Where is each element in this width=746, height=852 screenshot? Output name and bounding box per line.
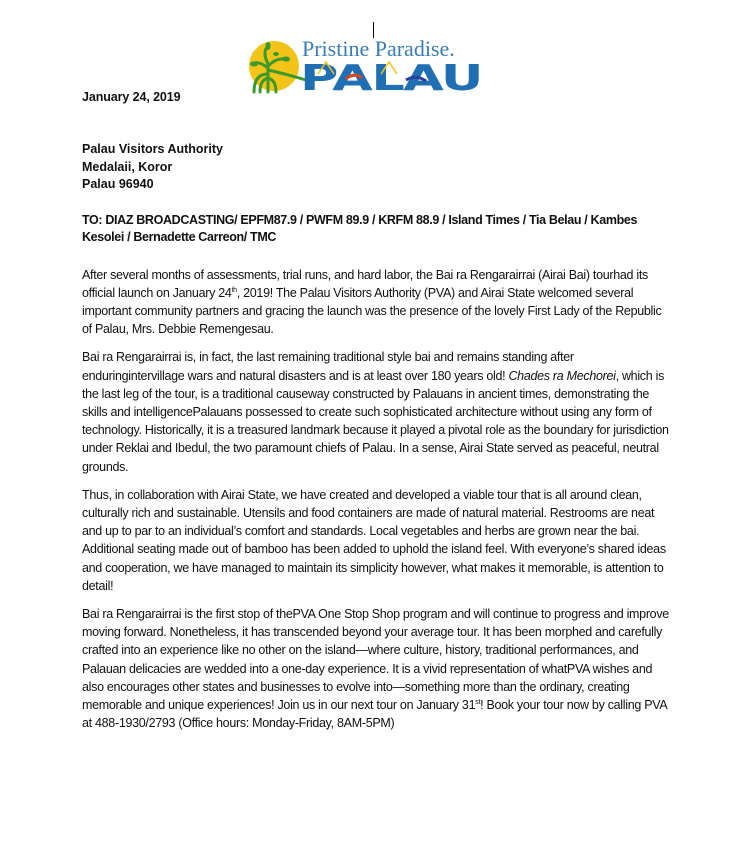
- paragraph-text: , 2019! The Palau Visitors Authority (PVA) and Airai State welcomed several important community partners and gracing the launch was the presence of the lovely First Lady of the Republic of Palau, Mrs. Debbie Remengesau.: [82, 285, 662, 337]
- paragraph-text: Bai ra Rengarairrai is, in fact, the last remaining traditional style bai and remains standing after enduringintervillage wars and natural disasters and is at least over 180 years old!: [82, 350, 574, 383]
- recipients-line: TO: DIAZ BROADCASTING/ EPFM87.9 / PWFM 89.9 / KRFM 88.9 / Island Times / Tia Belau / Kambes Kesolei / Bernadette Carreon/ TMC: [82, 212, 638, 244]
- sender-street: Medalaii, Koror: [82, 159, 173, 174]
- sender-address: [82, 141, 672, 194]
- pristine-paradise-palau-logo: [246, 34, 486, 94]
- paragraph-one-stop-shop: [82, 605, 672, 732]
- logo-wordmark: PALAU: [300, 58, 482, 94]
- paragraph-text: Bai ra Rengarairrai is the first stop of thePVA One Stop Shop program and will continue to progress and improve moving forward. Nonetheless, it has transcended beyond your average tour. It has been morphed and carefully crafted into an experience like no other on the island—where culture, history, traditional performances, and Palauan delicacies are wedded into a one-day experience. It is a vivid representation of whatPVA wishes and also encourages other states and businesses to evolve into—something more than the ordinary, creating memorable and unique experiences! Join us in our next tour on January 31: [82, 606, 669, 712]
- paragraph-text: ! Book your tour now by calling PVA at 488-1930/2793 (Office hours: Monday-Friday, 8AM-5PM): [82, 697, 667, 731]
- paragraph-history: [82, 348, 672, 475]
- italic-place-name: Chades ra Mechorei: [508, 368, 616, 383]
- logo-graphic: [246, 34, 486, 94]
- sender-name: Palau Visitors Authority: [82, 142, 224, 156]
- logo-tagline: Pristine Paradise.: [302, 36, 455, 61]
- paragraph-text: After several months of assessments, trial runs, and hard labor, the Bai ra Rengarairrai (Airai Bai) tourhad its official launch on January 24: [82, 267, 648, 300]
- press-release-letter: [82, 88, 672, 732]
- sender-city: Palau 96940: [82, 177, 154, 191]
- ordinal-suffix: st: [475, 698, 481, 706]
- letter-date: January 24, 2019: [82, 90, 181, 104]
- paragraph-collaboration: Thus, in collaboration with Airai State, we have created and developed a viable tour that is all around clean, culturally rich and sustainable. Utensils and food containers are made of natural material. Restrooms are neat and up to par to an individual’s comfort and standards. Local vegetables and herbs are grown near the bai. Additional seating made out of bamboo has been added to uphold the island feel. With everyone’s shared ideas and cooperation, we have managed to maintain its simplicity however, what makes it memorable, is attention to detail!: [82, 487, 666, 593]
- paragraph-launch: [82, 266, 672, 339]
- paragraph-text: , which is the last leg of the tour, is a traditional causeway constructed by Palauans in ancient times, demonstrating the skills and intelligencePalauans possessed to create such sophisticated architecture without using any form of technology. Historically, it is a treasured landmark because it played a pivotal role as the boundary for jurisdiction under Reklai and Ibedul, the two paramount chiefs of Palau. In a sense, Airai State served as peaceful, neutral grounds.: [82, 368, 669, 474]
- ordinal-suffix: th: [231, 286, 237, 294]
